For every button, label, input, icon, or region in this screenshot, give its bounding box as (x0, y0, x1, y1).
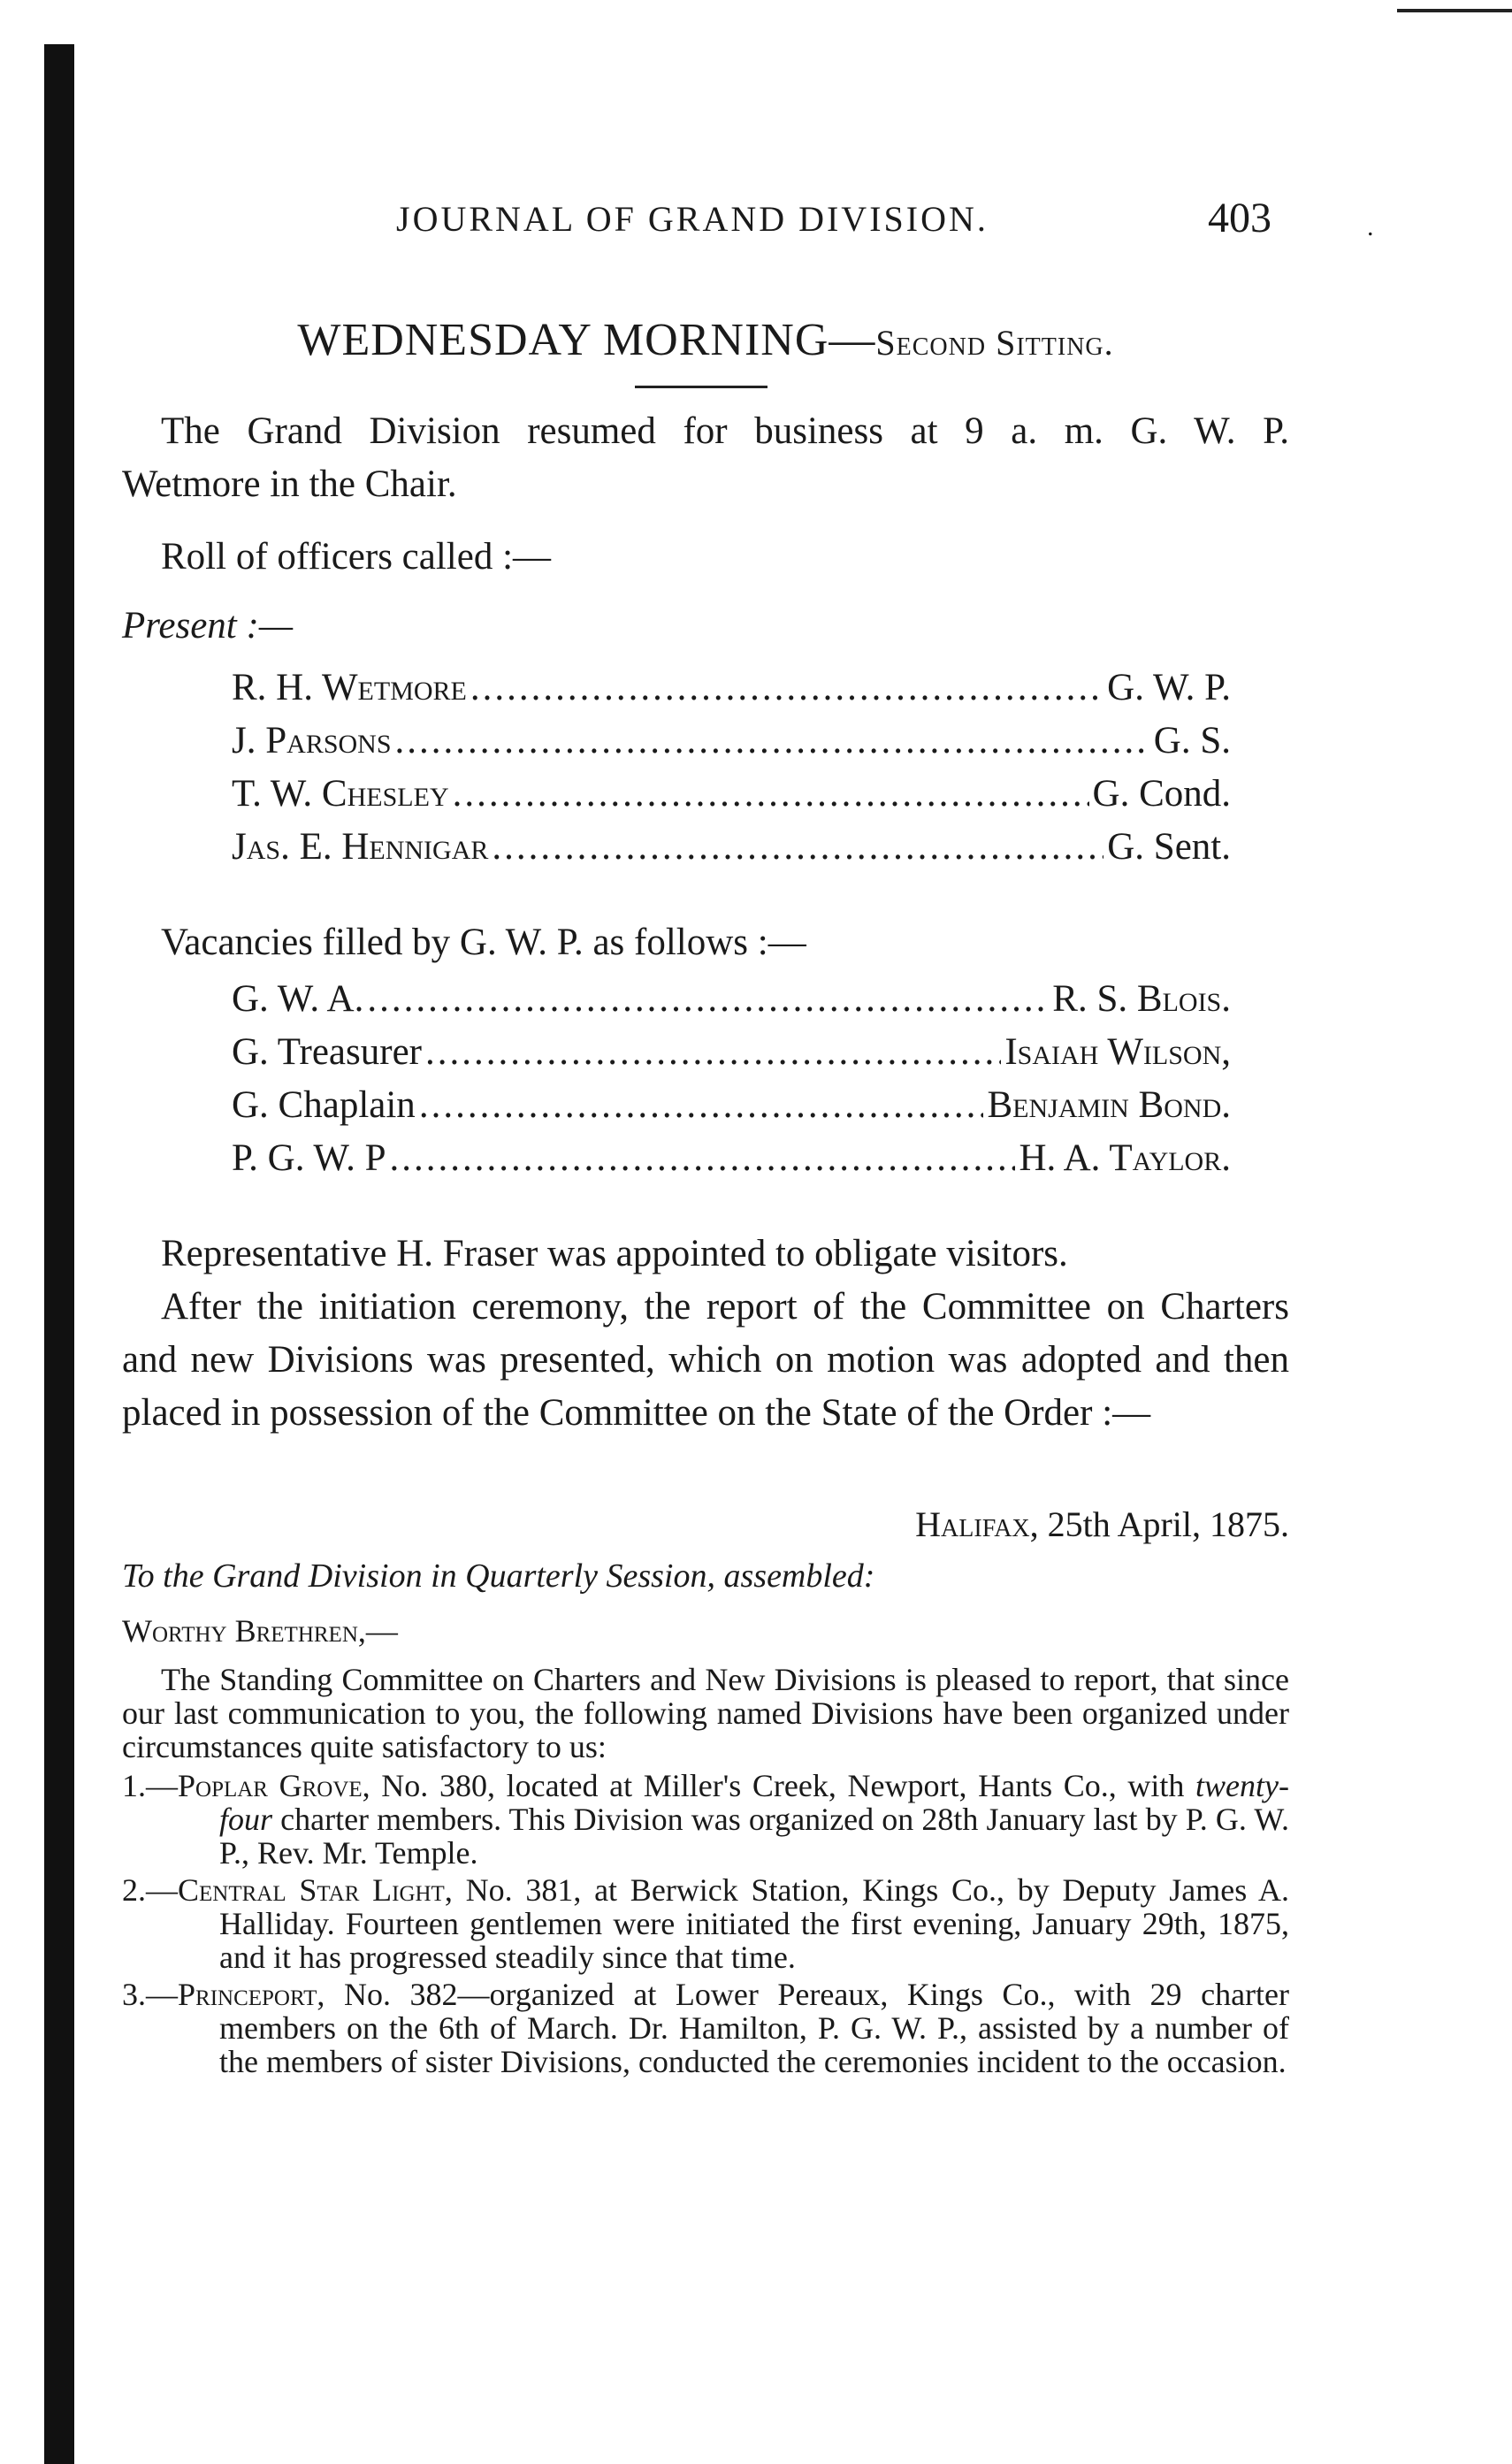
report-dateline (122, 1500, 1289, 1550)
roll-call-heading: Roll of officers called :— (161, 536, 552, 578)
officer-office: G. Sent. (1107, 826, 1231, 868)
appointment-row (232, 1026, 1231, 1079)
report-intro: The Standing Committee on Charters and New Divisions is pleased to report, that since our last communication to you, the following named Divisions have been organized under circumstances quite satisfactory to us: (122, 1662, 1289, 1764)
entry-emphasis: twenty-four (219, 1768, 1289, 1837)
leader-dots (367, 973, 1049, 1026)
present-label: Present :— (122, 605, 294, 647)
top-edge-rule (1397, 9, 1512, 12)
opening-line-1: The Grand Division resumed for business at 9 a. m. G. W. P. (161, 410, 1289, 452)
entry-number: 3.— (122, 1977, 178, 2012)
appointment-office: G. Chaplain (232, 1084, 416, 1126)
section-title-main: WEDNESDAY MORNING— (297, 315, 876, 365)
vacancies-heading: Vacancies filled by G. W. P. as follows :— (161, 922, 806, 963)
vacancy-appointments (232, 973, 1231, 1185)
officer-name: T. W. Chesley (232, 773, 449, 815)
report-address: To the Grand Division in Quarterly Session, assembled: (122, 1557, 875, 1595)
section-divider (635, 386, 767, 388)
report-motion-paragraph: After the initiation ceremony, the report of the Committee on Charters and new Divisions was presented, which on motion was adopted and then placed in possession of the Committee on the State of the Order :— (122, 1286, 1289, 1434)
division-name: Poplar Grove, (178, 1768, 370, 1803)
dateline-place: Halifax, (915, 1504, 1039, 1544)
appointment-office: G. W. A. (232, 978, 364, 1020)
entry-text: No. 380, located at Miller's Creek, Newport, Hants Co., with (370, 1768, 1196, 1803)
dateline-date: 25th April, 1875. (1047, 1504, 1289, 1544)
appointee-name: Isaiah Wilson, (1004, 1031, 1231, 1073)
officer-row (232, 662, 1231, 715)
officer-row (232, 821, 1231, 874)
division-name: Central Star Light, (178, 1872, 453, 1908)
appointee-name: Benjamin Bond. (987, 1084, 1231, 1126)
entry-text: No. 381, at Berwick Station, Kings Co., by Deputy James A. Halliday. Fourteen gentlemen were initiated the first evening, January 29th, 1875, and it has progressed steadily since that time. (219, 1872, 1289, 1975)
entry-text: No. 382—organized at Lower Pereaux, Kings Co., with 29 charter members on the 6th of March. Dr. Hamilton, P. G. W. P., assisted by a number of the members of sister Divisions, conducted the ceremonies incident to the occasion. (219, 1977, 1289, 2079)
page-number: 403 (1208, 195, 1271, 241)
officer-name: R. H. Wetmore (232, 667, 467, 708)
entry-number: 1.— (122, 1768, 178, 1803)
leader-dots (425, 1026, 1001, 1079)
entry-text: charter members. This Division was organized on 28th January last by P. G. W. P., Rev. Mr. Temple. (219, 1802, 1289, 1871)
division-entry (122, 1873, 1289, 1974)
leader-dots (395, 715, 1150, 768)
leader-dots (470, 662, 1103, 715)
appointment-office: P. G. W. P (232, 1137, 386, 1179)
division-name: Princeport, (178, 1977, 325, 2012)
opening-paragraph (122, 405, 1289, 511)
leader-dots (453, 768, 1089, 821)
book-spine-shadow (44, 44, 74, 2464)
officer-row (232, 768, 1231, 821)
appointment-row (232, 1079, 1231, 1132)
running-head (122, 195, 1374, 249)
appointee-name: R. S. Blois. (1052, 978, 1231, 1020)
section-title-sub: Second Sitting. (875, 323, 1114, 363)
stray-mark: . (1367, 212, 1374, 241)
officer-roll (232, 662, 1231, 874)
entry-number: 2.— (122, 1872, 178, 1908)
leader-dots (492, 821, 1103, 874)
report-salutation: Worthy Brethren,— (122, 1613, 398, 1649)
leader-dots (419, 1079, 984, 1132)
officer-office: G. W. P. (1107, 667, 1231, 708)
section-title (122, 313, 1289, 368)
visitors-paragraph: Representative H. Fraser was appointed to obligate visitors. (161, 1233, 1068, 1274)
officer-name: J. Parsons (232, 720, 392, 761)
officer-name: Jas. E. Hennigar (232, 826, 489, 868)
leader-dots (389, 1132, 1015, 1185)
officer-office: G. Cond. (1092, 773, 1231, 815)
appointment-row (232, 1132, 1231, 1185)
appointment-row (232, 973, 1231, 1026)
report-body (122, 1663, 1289, 2078)
officer-office: G. S. (1153, 720, 1231, 761)
running-title: JOURNAL OF GRAND DIVISION. (396, 199, 989, 239)
division-entry (122, 1769, 1289, 1870)
officer-row (232, 715, 1231, 768)
opening-line-2: Wetmore in the Chair. (122, 463, 457, 505)
division-entry (122, 1978, 1289, 2078)
appointee-name: H. A. Taylor. (1019, 1137, 1231, 1179)
appointment-office: G. Treasurer (232, 1031, 422, 1073)
